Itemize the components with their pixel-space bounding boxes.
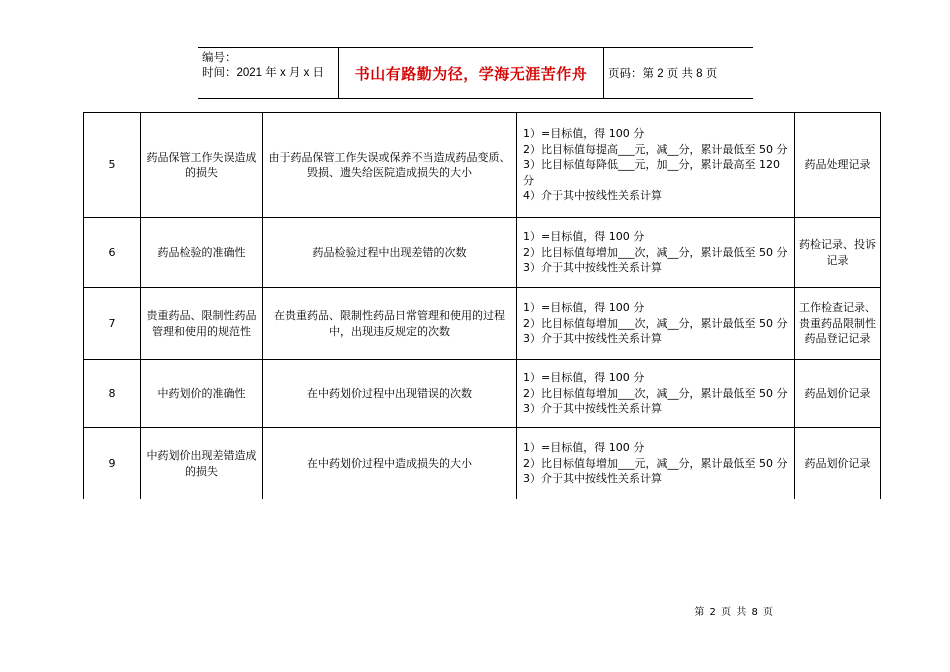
table-row — [84, 428, 881, 500]
scoring-rule: 3）介于其中按线性关系计算 — [523, 472, 662, 486]
header-divider — [338, 48, 339, 98]
indicator-definition: 药品检验过程中出现差错的次数 — [263, 218, 517, 288]
scoring-rule: 2）比目标值每增加___次，减__分，累计最低至 50 分 — [523, 386, 788, 400]
scoring-rule: 3）比目标值每降低___元，加__分，累计最高至 120 分 — [523, 158, 780, 187]
data-source: 药检记录、投诉记录 — [795, 218, 881, 288]
scoring-rule: 3）介于其中按线性关系计算 — [523, 402, 662, 416]
scoring-method — [517, 428, 795, 500]
scoring-rule: 2）比目标值每提高___元，减__分，累计最低至 50 分 — [523, 142, 788, 156]
page-header — [198, 47, 753, 99]
scoring-method — [517, 113, 795, 218]
indicator-definition: 在中药划价过程中造成损失的大小 — [263, 428, 517, 500]
table-row — [84, 288, 881, 360]
scoring-rule: 1）=目标值，得 100 分 — [523, 127, 645, 141]
assessment-table — [83, 112, 881, 500]
indicator-definition: 由于药品保管工作失误或保养不当造成药品变质、毁损、遗失给医院造成损失的大小 — [263, 113, 517, 218]
scoring-rule: 4）介于其中按线性关系计算 — [523, 189, 662, 203]
indicator-name: 药品保管工作失误造成的损失 — [141, 113, 263, 218]
scoring-rule: 2）比目标值每增加___次，减__分，累计最低至 50 分 — [523, 245, 788, 259]
scoring-rule: 3）介于其中按线性关系计算 — [523, 261, 662, 275]
data-source: 工作检查记录、贵重药品限制性药品登记记录 — [795, 288, 881, 360]
scoring-method — [517, 360, 795, 428]
data-source: 药品处理记录 — [795, 113, 881, 218]
row-number: 9 — [84, 428, 141, 500]
scoring-method — [517, 288, 795, 360]
table-row — [84, 360, 881, 428]
header-page-number: 页码：第 2 页 共 8 页 — [608, 68, 718, 80]
table-row — [84, 113, 881, 218]
indicator-name: 中药划价出现差错造成的损失 — [141, 428, 263, 500]
row-number: 8 — [84, 360, 141, 428]
header-meta — [202, 51, 342, 81]
scoring-rule: 2）比目标值每增加___次，减__分，累计最低至 50 分 — [523, 316, 788, 330]
data-source: 药品划价记录 — [795, 428, 881, 500]
indicator-name: 贵重药品、限制性药品管理和使用的规范性 — [141, 288, 263, 360]
row-number: 7 — [84, 288, 141, 360]
scoring-rule: 1）=目标值，得 100 分 — [523, 371, 645, 385]
row-number: 5 — [84, 113, 141, 218]
scoring-rule: 2）比目标值每增加___元，减__分，累计最低至 50 分 — [523, 456, 788, 470]
scoring-rule: 1）=目标值，得 100 分 — [523, 230, 645, 244]
header-motto: 书山有路勤为径，学海无涯苦作舟 — [354, 64, 588, 83]
indicator-name: 中药划价的准确性 — [141, 360, 263, 428]
header-divider — [603, 48, 604, 98]
indicator-definition: 在贵重药品、限制性药品日常管理和使用的过程中，出现违反规定的次数 — [263, 288, 517, 360]
indicator-definition: 在中药划价过程中出现错误的次数 — [263, 360, 517, 428]
scoring-rule: 1）=目标值，得 100 分 — [523, 441, 645, 455]
scoring-method — [517, 218, 795, 288]
page-footer: 第 2 页 共 8 页 — [694, 607, 774, 618]
row-number: 6 — [84, 218, 141, 288]
table-row — [84, 218, 881, 288]
time-label: 时间：2021 年 x 月 x 日 — [202, 67, 325, 79]
scoring-rule: 1）=目标值，得 100 分 — [523, 301, 645, 315]
number-label: 编号： — [202, 52, 237, 64]
scoring-rule: 3）介于其中按线性关系计算 — [523, 332, 662, 346]
indicator-name: 药品检验的准确性 — [141, 218, 263, 288]
data-source: 药品划价记录 — [795, 360, 881, 428]
